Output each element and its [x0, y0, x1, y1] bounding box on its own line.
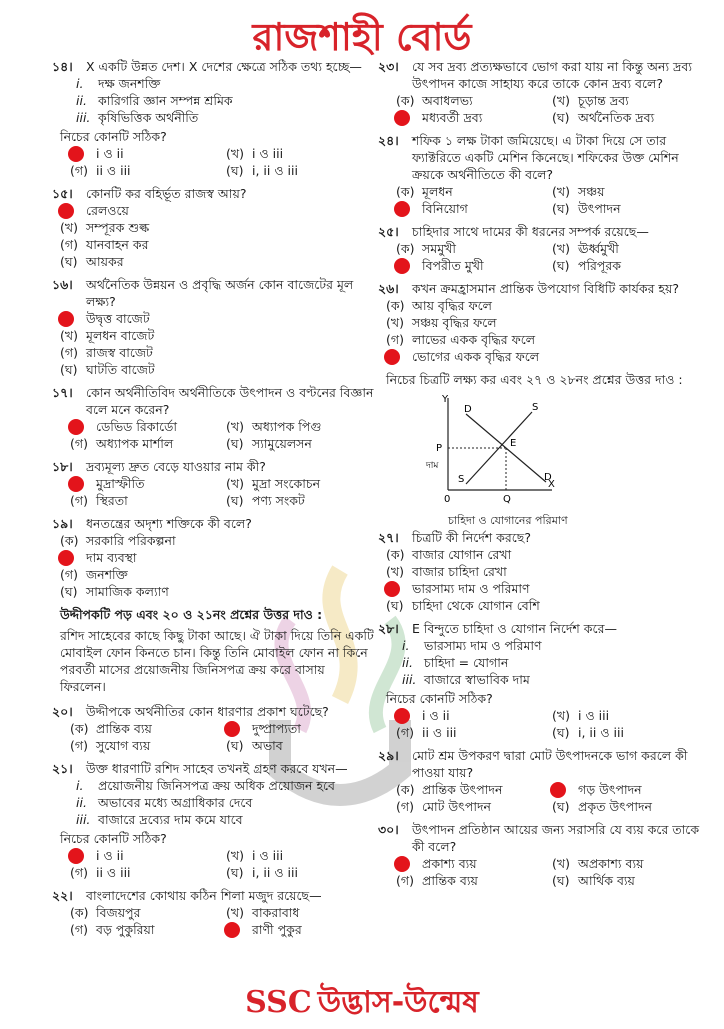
- question-text: X একটি উন্নত দেশ। X দেশের ক্ষেত্রে সঠিক তথ্য হচ্ছে—: [86, 59, 362, 74]
- option-ga[interactable]: বিনিয়োগ: [388, 200, 544, 217]
- option-ga[interactable]: (গ) স্থিরতা: [70, 493, 128, 508]
- figure-instruction: নিচের চিত্রটি লক্ষ্য কর এবং ২৭ ও ২৮নং প্রশ্নের উত্তর দাও :: [386, 372, 683, 387]
- question-23: ২৩। যে সব দ্রব্য প্রত্যক্ষভাবে ভোগ করা যায় না কিন্তু অন্য দ্রব্য উৎপাদন কাজে সাহায্য করে তাকে কোন দ্রব্য বলে? (ক) অবাধলভ্য (খ) চূড়ান্ত দ্রব্য মধ্যবর্তী দ্রব্য (ঘ) অর্থনৈতিক দ্রব্য: [378, 58, 700, 126]
- origin-label: 0: [444, 494, 451, 505]
- filled-answer-bubble: [68, 419, 84, 435]
- option-kha[interactable]: গড় উৎপাদন: [544, 781, 700, 798]
- publisher-footer: [0, 978, 724, 1029]
- option-kha[interactable]: (খ) অধ্যাপক পিগু: [226, 419, 322, 434]
- option-ga[interactable]: (গ) মোট উৎপাদন: [396, 799, 491, 814]
- filled-answer-bubble: [224, 922, 240, 938]
- option-kha[interactable]: (খ) ঊর্ধ্বমুখী: [552, 241, 619, 256]
- supply-label-top: S: [532, 402, 539, 413]
- option-gha[interactable]: (ঘ) আয়কর: [60, 254, 124, 269]
- statement-i: i. প্রয়োজনীয় জিনিসপত্র ক্রয় অধিক প্রয়োজন হবে: [76, 778, 336, 793]
- option-ga[interactable]: (গ) ii ও iii: [396, 725, 457, 740]
- supply-label-bottom: S: [458, 474, 465, 485]
- question-number: ১৪।: [52, 59, 73, 74]
- option-ga[interactable]: (গ) বড় পুকুরিয়া: [70, 922, 155, 937]
- option-ka[interactable]: (ক) বাজার যোগান রেখা: [386, 547, 512, 562]
- option-ga[interactable]: (গ) সুযোগ ব্যয়: [70, 738, 151, 753]
- passage-instruction: উদ্দীপকটি পড় এবং ২০ ও ২১নং প্রশ্নের উত্তর দাও :: [60, 607, 323, 622]
- filled-answer-bubble: [58, 550, 74, 566]
- question-26: ২৬। কখন ক্রমহ্রাসমান প্রান্তিক উপযোগ বিধিটি কার্যকর হয়? (ক) আয় বৃদ্ধির ফলে (খ) সঞ্চয় বৃদ্ধির ফলে (গ) লাভের একক বৃদ্ধির ফলে ভোগের একক বৃদ্ধির ফলে: [378, 280, 700, 365]
- option-kha[interactable]: (খ) সম্পূরক শুল্ক: [60, 220, 150, 235]
- option-gha[interactable]: (ঘ) প্রকৃত উৎপাদন: [552, 799, 652, 814]
- question-22: ২২। বাংলাদেশের কোথায় কঠিন শিলা মজুদ রয়েছে— (ক) বিজয়পুর (খ) বাকরাবাধ (গ) বড় পুকুরিয়া রাণী পুকুর: [52, 887, 374, 938]
- filled-answer-bubble: [384, 349, 400, 365]
- option-ga[interactable]: (গ) প্রান্তিক ব্যয়: [396, 873, 478, 888]
- option-ka[interactable]: (ক) বিজয়পুর: [70, 905, 141, 920]
- filled-answer-bubble: [550, 782, 566, 798]
- option-gha[interactable]: (ঘ) সামাজিক কল্যাণ: [60, 584, 169, 599]
- option-kha[interactable]: (খ) মুদ্রা সংকোচন: [226, 476, 321, 491]
- question-14: [52, 58, 374, 179]
- supply-demand-figure: [378, 392, 700, 529]
- option-ka[interactable]: i ও ii: [62, 847, 218, 864]
- option-ka[interactable]: (ক) মূলধন: [396, 184, 453, 199]
- option-gha[interactable]: (ঘ) i, ii ও iii: [226, 163, 298, 178]
- statement-ii: ii. চাহিদা = যোগান: [402, 655, 509, 670]
- filled-answer-bubble: [394, 110, 410, 126]
- question-25: ২৫। চাহিদার সাথে দামের কী ধরনের সম্পর্ক রয়েছে— (ক) সমমুখী (খ) ঊর্ধ্বমুখী বিপরীত মুখী (ঘ) পরিপূরক: [378, 223, 700, 274]
- footer-publisher-name: উদ্ভাস-উন্মেষ: [317, 985, 479, 1020]
- option-ga[interactable]: (গ) অধ্যাপক মার্শাল: [70, 436, 174, 451]
- price-axis-label: দাম: [426, 461, 439, 471]
- statement-iii: iii. বাজারে স্বাভাবিক দাম: [402, 672, 530, 687]
- option-kha[interactable]: (খ) বাকরাবাধ: [226, 905, 300, 920]
- option-gha[interactable]: রাণী পুকুর: [218, 921, 374, 938]
- option-kha[interactable]: (খ) i ও iii: [226, 146, 284, 161]
- option-kha[interactable]: (খ) সঞ্চয়: [552, 184, 605, 199]
- question-28: ২৮। E বিন্দুতে চাহিদা ও যোগান নির্দেশ করে— i. ভারসাম্য দাম ও পরিমাণ ii. চাহিদা = যোগান iii. বাজারে স্বাভাবিক দাম নিচের কোনটি সঠিক? i ও ii (খ) i ও iii (গ) ii ও iii (ঘ) i, ii ও iii: [378, 620, 700, 741]
- question-prompt: নিচের কোনটি সঠিক?: [386, 691, 493, 706]
- option-ga[interactable]: (গ) ii ও iii: [70, 163, 131, 178]
- statement-i: i. দক্ষ জনশক্তি: [76, 76, 161, 91]
- option-ga[interactable]: ভারসাম্য দাম ও পরিমাণ: [378, 580, 700, 597]
- question-19: ১৯। ধনতন্ত্রের অদৃশ্য শক্তিকে কী বলে? (ক) সরকারি পরিকল্পনা দাম ব্যবস্থা (গ) জনশক্তি (ঘ) সামাজিক কল্যাণ: [52, 515, 374, 600]
- supply-demand-diagram: [428, 392, 558, 508]
- filled-answer-bubble: [68, 146, 84, 162]
- option-ga[interactable]: (গ) লাভের একক বৃদ্ধির ফলে: [386, 332, 536, 347]
- option-gha[interactable]: (ঘ) উৎপাদন: [552, 201, 621, 216]
- statement-ii: ii. কারিগরি জ্ঞান সম্পন্ন শ্রমিক: [76, 93, 233, 108]
- option-ka[interactable]: i ও ii: [388, 707, 544, 724]
- x-axis-label: X: [548, 479, 555, 490]
- option-gha[interactable]: (ঘ) পণ্য সংকট: [226, 493, 305, 508]
- option-ka[interactable]: মুদ্রাস্ফীতি: [62, 475, 218, 492]
- question-prompt: নিচের কোনটি সঠিক?: [60, 831, 167, 846]
- option-ka[interactable]: ডেভিড রিকার্ডো: [62, 418, 218, 435]
- option-gha[interactable]: (ঘ) ঘাটতি বাজেট: [60, 362, 155, 377]
- option-kha[interactable]: (খ) বাজার চাহিদা রেখা: [386, 564, 507, 579]
- option-gha[interactable]: (ঘ) i, ii ও iii: [226, 865, 298, 880]
- option-ga[interactable]: মধ্যবর্তী দ্রব্য: [388, 109, 544, 126]
- option-ka[interactable]: রেলওয়ে: [52, 202, 374, 219]
- statement-iii: iii. কৃষিভিত্তিক অর্থনীতি: [76, 110, 199, 125]
- option-ka[interactable]: (ক) অবাধলভ্য: [396, 93, 473, 108]
- option-kha[interactable]: (খ) চূড়ান্ত দ্রব্য: [552, 93, 629, 108]
- option-gha[interactable]: (ঘ) আর্থিক ব্যয়: [552, 873, 635, 888]
- filled-answer-bubble: [394, 856, 410, 872]
- question-29: ২৯। মোট শ্রম উপকরণ দ্বারা মোট উৎপাদনকে ভাগ করলে কী পাওয়া যায়? (ক) প্রান্তিক উৎপাদন গড় উৎপাদন (গ) মোট উৎপাদন (ঘ) প্রকৃত উৎপাদন: [378, 747, 700, 815]
- filled-answer-bubble: [68, 476, 84, 492]
- option-gha[interactable]: (ঘ) চাহিদা থেকে যোগান বেশি: [386, 598, 540, 613]
- filled-answer-bubble: [58, 203, 74, 219]
- filled-answer-bubble: [224, 721, 240, 737]
- option-kha[interactable]: (খ) মূলধন বাজেট: [60, 328, 155, 343]
- question-17: ১৭। কোন অর্থনীতিবিদ অর্থনীতিকে উৎপাদন ও বণ্টনের বিজ্ঞান বলে মনে করেন? ডেভিড রিকার্ডো (খ) অধ্যাপক পিগু (গ) অধ্যাপক মার্শাল (ঘ) স্যামুয়েলসন: [52, 385, 374, 451]
- option-kha[interactable]: (খ) i ও iii: [226, 848, 284, 863]
- option-ka[interactable]: প্রকাশ্য ব্যয়: [388, 855, 544, 872]
- footer-ssc: SSC: [245, 985, 312, 1020]
- equilibrium-point-label: E: [510, 438, 517, 449]
- right-column: [378, 58, 700, 895]
- stimulus-passage: [52, 606, 374, 695]
- option-ka[interactable]: (ক) প্রান্তিক ব্যয়: [70, 721, 152, 736]
- option-kha[interactable]: (খ) সঞ্চয় বৃদ্ধির ফলে: [386, 315, 497, 330]
- filled-answer-bubble: [384, 581, 400, 597]
- statement-iii: iii. বাজারে দ্রব্যের দাম কমে যাবে: [76, 812, 243, 827]
- filled-answer-bubble: [68, 848, 84, 864]
- quantity-point-label: Q: [503, 494, 511, 505]
- filled-answer-bubble: [394, 201, 410, 217]
- option-gha[interactable]: (ঘ) অভাব: [226, 738, 283, 753]
- option-gha[interactable]: (ঘ) i, ii ও iii: [552, 725, 624, 740]
- option-gha[interactable]: (ঘ) অর্থনৈতিক দ্রব্য: [552, 110, 655, 125]
- filled-answer-bubble: [394, 258, 410, 274]
- option-ka[interactable]: উদ্বৃত্ত বাজেট: [52, 310, 374, 327]
- question-24: ২৪। শফিক ১ লক্ষ টাকা জমিয়েছে। এ টাকা দিয়ে সে তার ফ্যাক্টরিতে একটি মেশিন কিনেছে। শফিকের উক্ত মেশিন ক্রয়কে অর্থনীতিতে কী বলে? (ক) মূলধন (খ) সঞ্চয় বিনিয়োগ (ঘ) উৎপাদন: [378, 132, 700, 217]
- option-kha[interactable]: (খ) i ও iii: [552, 708, 610, 723]
- question-20: ২০। উদ্দীপকে অর্থনীতির কোন ধারণার প্রকাশ ঘটেছে? (ক) প্রান্তিক ব্যয় দুষ্প্রাপ্যতা (গ) সুযোগ ব্যয় (ঘ) অভাব: [52, 703, 374, 754]
- left-column: [52, 58, 374, 944]
- price-point-label: P: [436, 443, 443, 454]
- option-kha[interactable]: দাম ব্যবস্থা: [52, 549, 374, 566]
- board-title: রাজশাহী বোর্ড: [252, 15, 472, 59]
- question-30: ৩০। উৎপাদন প্রতিষ্ঠান আয়ের জন্য সরাসরি যে ব্যয় করে তাকে কী বলে? প্রকাশ্য ব্যয় (খ) অপ্রকাশ্য ব্যয় (গ) প্রান্তিক ব্যয় (ঘ) আর্থিক ব্যয়: [378, 822, 700, 888]
- demand-label-bottom: D: [544, 472, 552, 483]
- option-ga[interactable]: (গ) ii ও iii: [70, 865, 131, 880]
- filled-answer-bubble: [58, 311, 74, 327]
- passage-text: রশিদ সাহেবের কাছে কিছু টাকা আছে। ঐ টাকা দিয়ে তিনি একটি মোবাইল ফোন কিনতে চান। কিন্তু তিনি মোবাইল ফোন না কিনে পরবর্তী মাসের প্রয়োজনীয় জিনিসপত্র ক্রয় করে বাসায় ফিরলেন।: [60, 628, 374, 694]
- option-ga[interactable]: (গ) যানবাহন কর: [60, 237, 149, 252]
- option-ka[interactable]: (ক) সমমুখী: [396, 241, 456, 256]
- question-16: ১৬। অর্থনৈতিক উন্নয়ন ও প্রবৃদ্ধি অর্জন কোন বাজেটের মূল লক্ষ্য? উদ্বৃত্ত বাজেট (খ) মূলধন বাজেট (গ) রাজস্ব বাজেট (ঘ) ঘাটতি বাজেট: [52, 276, 374, 378]
- option-ka[interactable]: (ক) সরকারি পরিকল্পনা: [60, 533, 176, 548]
- option-kha[interactable]: (খ) অপ্রকাশ্য ব্যয়: [552, 856, 644, 871]
- demand-label-top: D: [464, 404, 472, 415]
- statement-ii: ii. অভাবের মধ্যে অগ্রাধিকার দেবে: [76, 795, 253, 810]
- question-prompt: নিচের কোনটি সঠিক?: [60, 129, 167, 144]
- option-ga[interactable]: (গ) জনশক্তি: [60, 567, 128, 582]
- option-ka[interactable]: i ও ii: [62, 145, 218, 162]
- option-ga[interactable]: বিপরীত মুখী: [388, 257, 544, 274]
- question-18: ১৮। দ্রব্যমূল্য দ্রুত বেড়ে যাওয়ার নাম কী? মুদ্রাস্ফীতি (খ) মুদ্রা সংকোচন (গ) স্থিরতা (ঘ) পণ্য সংকট: [52, 458, 374, 509]
- figure-caption: চাহিদা ও যোগানের পরিমাণ: [448, 514, 568, 527]
- filled-answer-bubble: [394, 708, 410, 724]
- question-27: ২৭। চিত্রটি কী নির্দেশ করছে? (ক) বাজার যোগান রেখা (খ) বাজার চাহিদা রেখা ভারসাম্য দাম ও পরিমাণ (ঘ) চাহিদা থেকে যোগান বেশি: [378, 529, 700, 614]
- option-kha[interactable]: দুষ্প্রাপ্যতা: [218, 720, 374, 737]
- statement-i: i. ভারসাম্য দাম ও পরিমাণ: [402, 638, 542, 653]
- question-15: ১৫। কোনটি কর বহির্ভূত রাজস্ব আয়? রেলওয়ে (খ) সম্পূরক শুল্ক (গ) যানবাহন কর (ঘ) আয়কর: [52, 185, 374, 270]
- option-ka[interactable]: (ক) প্রান্তিক উৎপাদন: [396, 782, 503, 797]
- question-21: ২১। উক্ত ধারণাটি রশিদ সাহেব তখনই গ্রহণ করবে যখন— i. প্রয়োজনীয় জিনিসপত্র ক্রয় অধিক প্রয়োজন হবে ii. অভাবের মধ্যে অগ্রাধিকার দেবে iii. বাজারে দ্রব্যের দাম কমে যাবে নিচের কোনটি সঠিক? i ও ii (খ) i ও iii (গ) ii ও iii (ঘ) i, ii ও iii: [52, 760, 374, 881]
- option-gha[interactable]: ভোগের একক বৃদ্ধির ফলে: [378, 348, 700, 365]
- option-gha[interactable]: (ঘ) পরিপূরক: [552, 258, 622, 273]
- option-ga[interactable]: (গ) রাজস্ব বাজেট: [60, 345, 153, 360]
- option-gha[interactable]: (ঘ) স্যামুয়েলসন: [226, 436, 312, 451]
- y-axis-label: Y: [442, 394, 449, 405]
- option-ka[interactable]: (ক) আয় বৃদ্ধির ফলে: [386, 298, 492, 313]
